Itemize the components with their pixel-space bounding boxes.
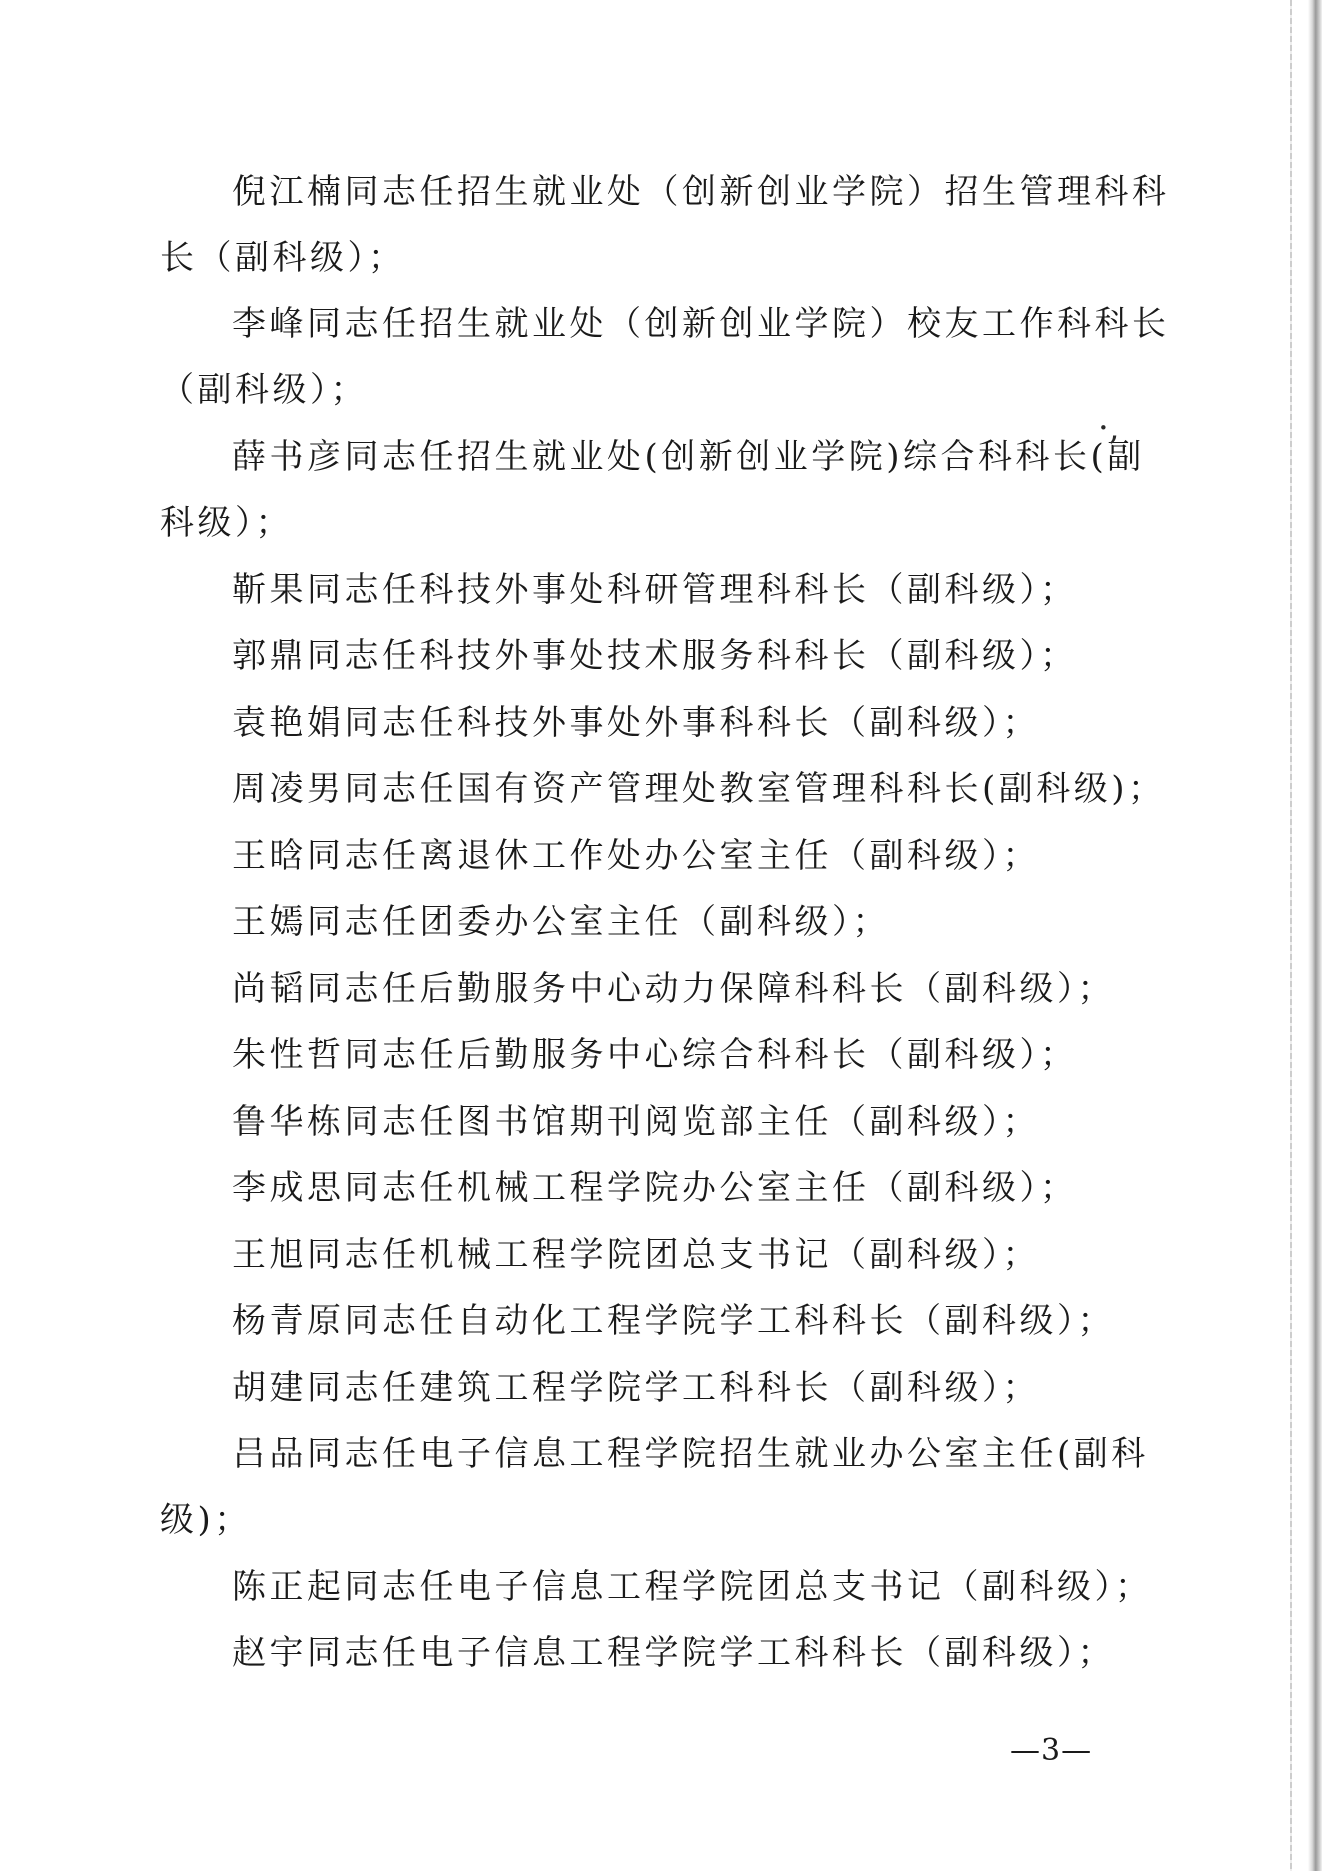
entry-line: 周凌男同志任国有资产管理处教室管理科科长(副科级)； [232, 769, 1166, 809]
entry-line-continuation: （副科级）； [160, 370, 368, 410]
entry-line: 王晗同志任离退休工作处办公室主任（副科级）； [232, 836, 1040, 876]
entry-line-continuation: 级)； [160, 1500, 252, 1540]
entry-line: 尚韬同志任后勤服务中心动力保障科科长（副科级）； [232, 969, 1115, 1009]
entry-line: 靳果同志任科技外事处科研管理科科长（副科级）； [232, 570, 1078, 610]
entry-line: 李成思同志任机械工程学院办公室主任（副科级）； [232, 1168, 1078, 1208]
entry-line: 杨青原同志任自动化工程学院学工科科长（副科级）； [232, 1301, 1115, 1341]
entry-line: 倪江楠同志任招生就业处（创新创业学院）招生管理科科 [232, 172, 1170, 212]
entry-line-continuation: 科级）； [160, 503, 293, 543]
entry-line-continuation: 长（副科级）； [160, 238, 406, 278]
entry-line: 朱性哲同志任后勤服务中心综合科科长（副科级）； [232, 1035, 1078, 1075]
entry-line: 胡建同志任建筑工程学院学工科科长（副科级）； [232, 1368, 1040, 1408]
entry-line: 赵宇同志任电子信息工程学院学工科科长（副科级）； [232, 1633, 1115, 1673]
page-number: —3— [1010, 1733, 1093, 1768]
stray-ink-mark: ·, [1098, 408, 1120, 448]
entry-line: 鲁华栋同志任图书馆期刊阅览部主任（副科级）； [232, 1102, 1040, 1142]
entry-line: 郭鼎同志任科技外事处技术服务科科长（副科级）； [232, 636, 1078, 676]
entry-line: 王嫣同志任团委办公室主任（副科级）； [232, 902, 890, 942]
entry-line: 袁艳娟同志任科技外事处外事科科长（副科级）； [232, 703, 1040, 743]
entry-line: 王旭同志任机械工程学院团总支书记（副科级）； [232, 1235, 1040, 1275]
entry-line: 薛书彦同志任招生就业处(创新创业学院)综合科科长(副 [232, 437, 1145, 477]
entry-line: 吕品同志任电子信息工程学院招生就业办公室主任(副科 [232, 1434, 1149, 1474]
entry-line: 陈正起同志任电子信息工程学院团总支书记（副科级）； [232, 1567, 1153, 1607]
entry-line: 李峰同志任招生就业处（创新创业学院）校友工作科科长 [232, 304, 1170, 344]
